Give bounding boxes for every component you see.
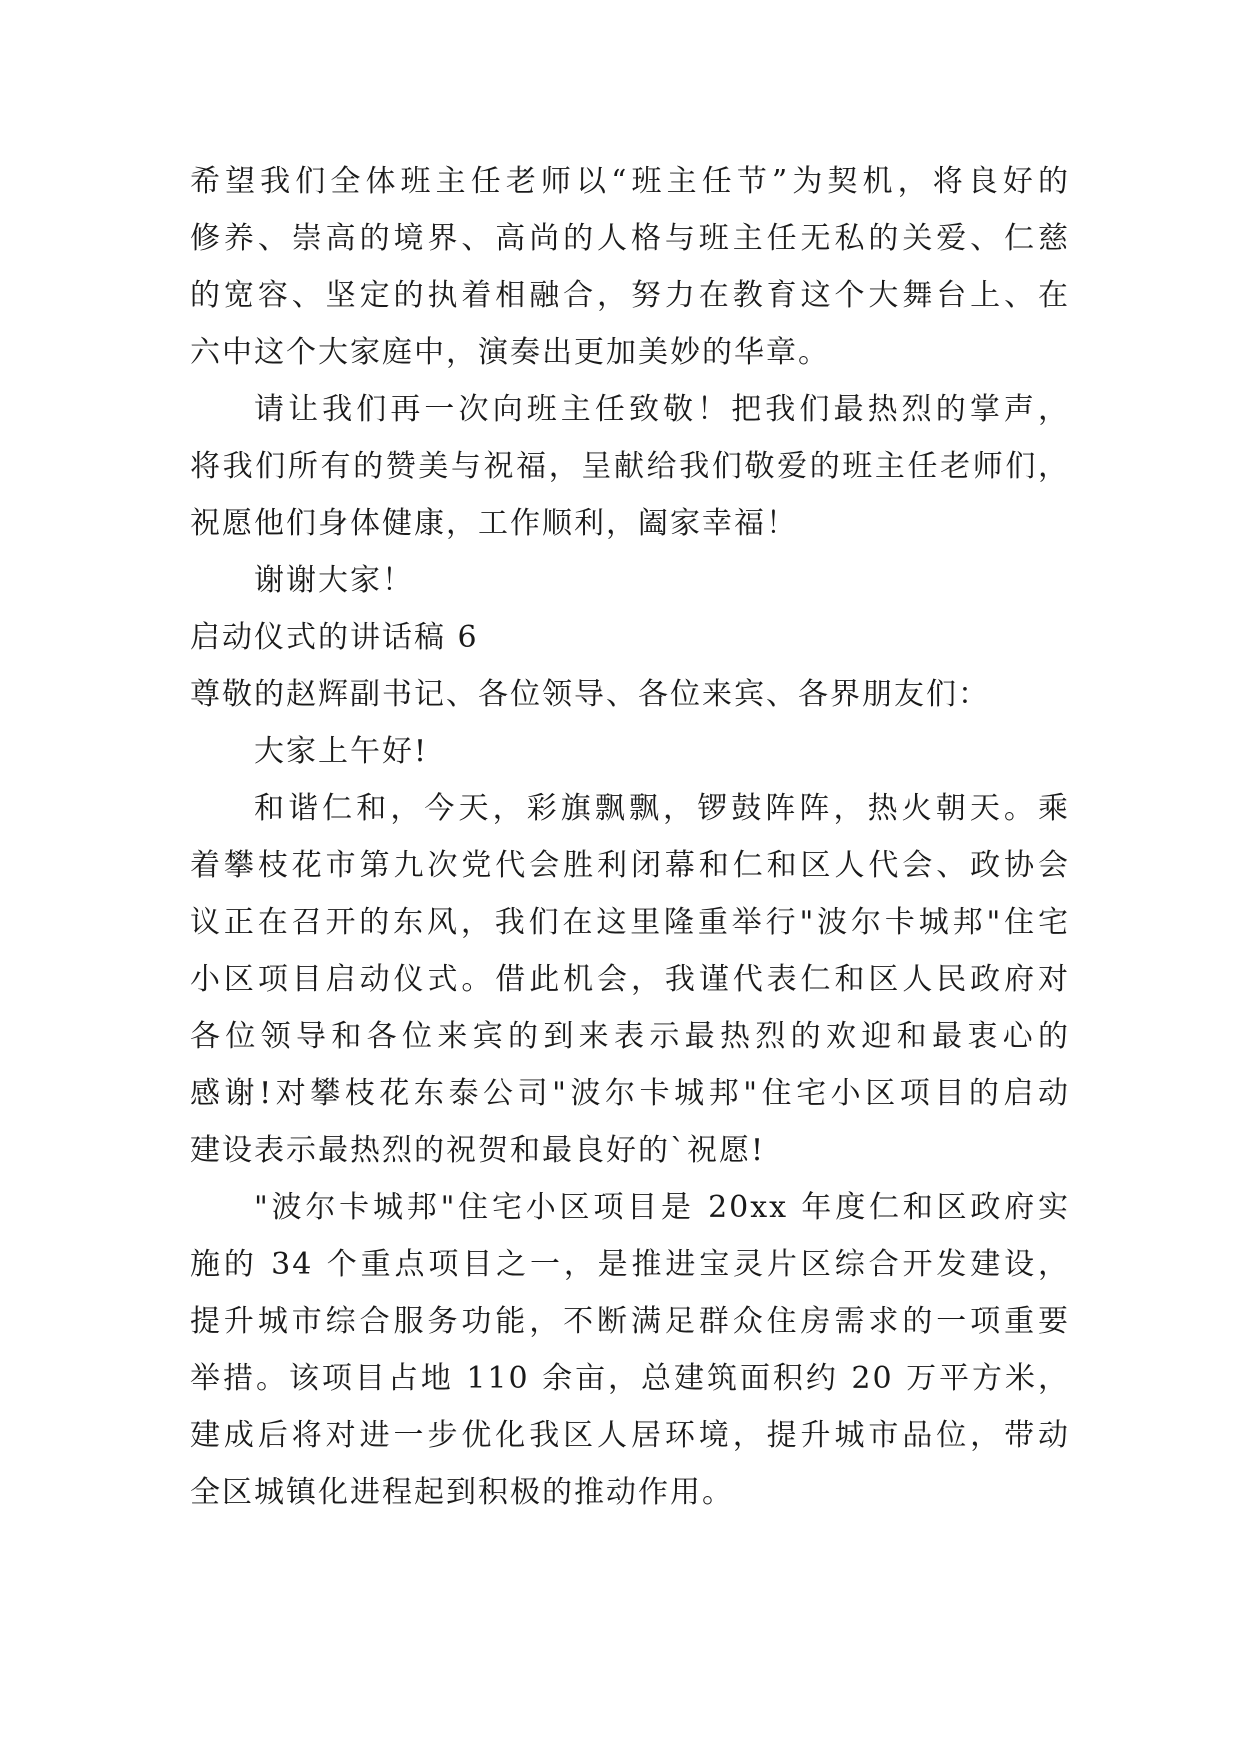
body-text-line: 施的 34 个重点项目之一，是推进宝灵片区综合开发建设， <box>190 1247 1070 1282</box>
body-text-line: 议正在召开的东风，我们在这里隆重举行"波尔卡城邦"住宅 <box>190 905 1070 940</box>
body-text-line: 将我们所有的赞美与祝福，呈献给我们敬爱的班主任老师们， <box>190 449 1070 484</box>
salutation: 尊敬的赵辉副书记、各位领导、各位来宾、各界朋友们： <box>190 677 990 712</box>
body-text-line: 小区项目启动仪式。借此机会，我谨代表仁和区人民政府对 <box>190 962 1070 997</box>
body-text-line: 希望我们全体班主任老师以“班主任节”为契机，将良好的 <box>190 164 1070 199</box>
body-text-line: 的宽容、坚定的执着相融合，努力在教育这个大舞台上、在 <box>190 278 1070 313</box>
body-text-line: 着攀枝花市第九次党代会胜利闭幕和仁和区人代会、政协会 <box>190 848 1070 883</box>
greeting: 大家上午好! <box>254 734 429 769</box>
body-text-line: 祝愿他们身体健康，工作顺利，阖家幸福！ <box>190 506 798 541</box>
body-text-line: 提升城市综合服务功能，不断满足群众住房需求的一项重要 <box>190 1304 1070 1339</box>
body-text-line: 请让我们再一次向班主任致敬！把我们最热烈的掌声， <box>254 392 1070 427</box>
body-text-line: "波尔卡城邦"住宅小区项目是 20xx 年度仁和区政府实 <box>254 1190 1070 1225</box>
body-text-line: 感谢!对攀枝花东泰公司"波尔卡城邦"住宅小区项目的启动 <box>190 1076 1070 1111</box>
body-text-line: 全区城镇化进程起到积极的推动作用。 <box>190 1475 734 1510</box>
body-text-line: 建成后将对进一步优化我区人居环境，提升城市品位，带动 <box>190 1418 1070 1453</box>
body-text-line: 建设表示最热烈的祝贺和最良好的`祝愿! <box>190 1133 766 1168</box>
body-text-line: 各位领导和各位来宾的到来表示最热烈的欢迎和最衷心的 <box>190 1019 1070 1054</box>
closing-text: 谢谢大家！ <box>254 563 414 598</box>
body-text-line: 和谐仁和，今天，彩旗飘飘，锣鼓阵阵，热火朝天。乘 <box>254 791 1070 826</box>
body-text-line: 修养、崇高的境界、高尚的人格与班主任无私的关爱、仁慈 <box>190 221 1070 256</box>
section-heading: 启动仪式的讲话稿 6 <box>190 620 479 655</box>
body-text-line: 举措。该项目占地 110 余亩，总建筑面积约 20 万平方米， <box>190 1361 1070 1396</box>
body-text-line: 六中这个大家庭中，演奏出更加美妙的华章。 <box>190 335 830 370</box>
